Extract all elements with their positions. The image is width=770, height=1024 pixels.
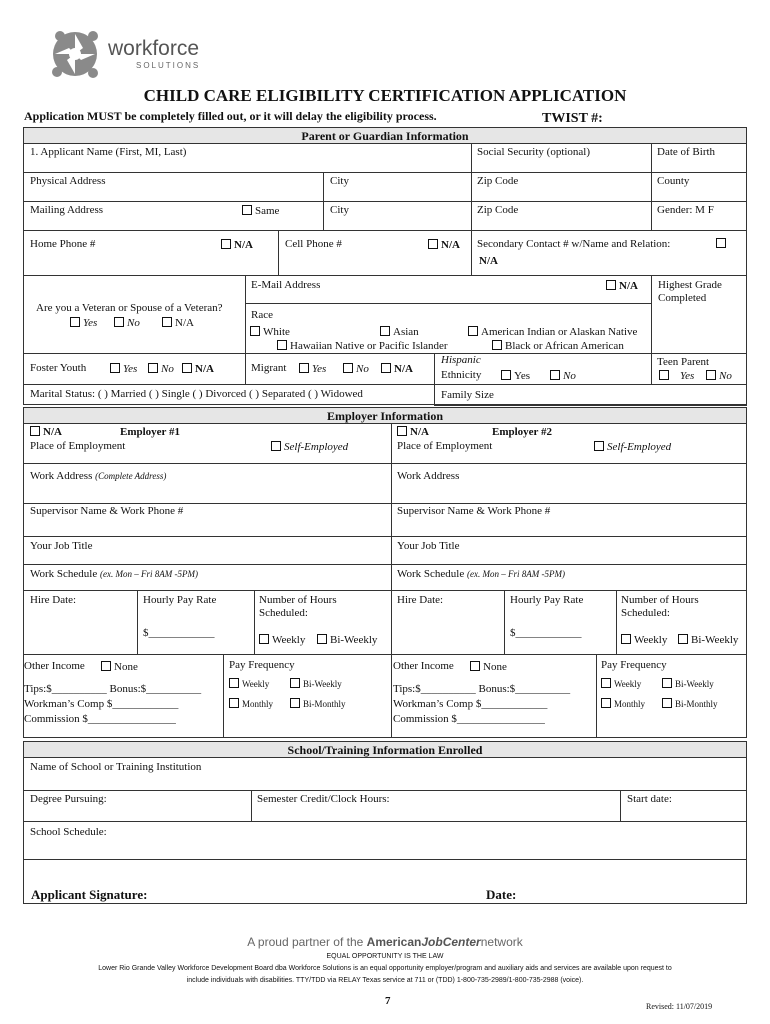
veteran-question: Are you a Veteran or Spouse of a Veteran? (36, 302, 223, 314)
yes-label: Yes (312, 363, 327, 375)
employer2-work-address-label[interactable]: Work Address (397, 470, 460, 482)
veteran-no-checkbox[interactable] (114, 317, 140, 329)
email-na-checkbox[interactable] (606, 280, 638, 292)
secondary-contact-label[interactable]: Secondary Contact # w/Name and Relation: (477, 238, 671, 250)
logo-sub: SOLUTIONS (136, 61, 201, 70)
employer2-freq-weekly-checkbox[interactable] (601, 678, 641, 689)
biweekly-label: Bi-Weekly (675, 679, 714, 689)
na-label: N/A (441, 239, 460, 251)
none-label: None (483, 661, 507, 673)
na-label: N/A (410, 426, 429, 438)
employer2-hourly-rate-field[interactable]: $____________ (510, 627, 582, 639)
veteran-yes-checkbox[interactable] (70, 317, 97, 329)
school-header-title: School/Training Information Enrolled (287, 743, 483, 757)
teen-no-checkbox[interactable] (706, 370, 732, 382)
same-label: Same (255, 205, 280, 217)
self-employed-label: Self-Employed (284, 441, 349, 453)
mailing-city-label[interactable]: City (330, 204, 349, 216)
employer1-freq-biweekly-checkbox[interactable] (290, 678, 342, 689)
foster-youth-label: Foster Youth (30, 362, 87, 374)
home-phone-na-checkbox[interactable] (221, 239, 253, 251)
schedule-example: (ex. Mon – Fri 8AM -5PM) (100, 569, 198, 579)
employer2-job-title-label[interactable]: Your Job Title (397, 540, 460, 552)
migrant-label: Migrant (251, 362, 287, 374)
weekly-label: Weekly (242, 679, 270, 689)
employer2-hourly-rate-label: Hourly Pay Rate (510, 594, 584, 606)
employer1-biweekly-checkbox[interactable] (317, 634, 377, 646)
migrant-na-checkbox[interactable] (381, 363, 413, 375)
ethnicity-yes-checkbox[interactable] (501, 370, 530, 382)
employer2-supervisor-label[interactable]: Supervisor Name & Work Phone # (397, 505, 551, 517)
physical-zip-label[interactable]: Zip Code (477, 175, 519, 187)
physical-city-label[interactable]: City (330, 175, 349, 187)
page-number: 7 (385, 995, 391, 1007)
no-label: No (161, 363, 174, 375)
completed-label: Completed (658, 292, 707, 304)
race-black-checkbox[interactable] (492, 340, 624, 352)
american-indian-label: American Indian or Alaskan Native (481, 326, 638, 338)
employer-header-title: Employer Information (326, 409, 444, 423)
yes-label: Yes (680, 370, 695, 382)
bimonthly-label: Bi-Monthly (303, 699, 346, 709)
school-name-label[interactable]: Name of School or Training Institution (30, 761, 202, 773)
start-date-label[interactable]: Start date: (627, 793, 672, 805)
employer1-hire-date-label[interactable]: Hire Date: (30, 594, 77, 606)
work-address-text: Work Address (30, 470, 93, 482)
employer2-title: Employer #2 (492, 426, 552, 438)
biweekly-label: Bi-Weekly (303, 679, 342, 689)
foster-yes-checkbox[interactable] (110, 363, 137, 375)
employer2-tips-field[interactable]: Tips:$__________ Bonus:$__________ (393, 683, 571, 695)
race-white-checkbox[interactable] (250, 326, 290, 338)
foster-na-checkbox[interactable] (182, 363, 214, 375)
veteran-na-checkbox[interactable] (162, 317, 194, 329)
yes-label: Yes (83, 317, 98, 329)
black-label: Black or African American (505, 340, 624, 352)
employer1-hours-label-1: Number of Hours (259, 594, 337, 606)
employer2-hours-label-2: Scheduled: (621, 607, 670, 619)
family-size-label[interactable]: Family Size (441, 389, 494, 401)
employer1-hours-label-2: Scheduled: (259, 607, 308, 619)
workforce-logo-icon (46, 26, 104, 82)
employer1-supervisor-label[interactable]: Supervisor Name & Work Phone # (30, 505, 184, 517)
no-label: No (719, 370, 732, 382)
partner-pre: A proud partner of the (247, 935, 367, 949)
employer1-commission-field[interactable]: Commission $________________ (24, 713, 176, 725)
employer2-hire-date-label[interactable]: Hire Date: (397, 594, 444, 606)
employer1-freq-bimonthly-checkbox[interactable] (290, 698, 346, 709)
cell-phone-label[interactable]: Cell Phone # (285, 238, 342, 250)
employer1-workmans-comp-field[interactable]: Workman’s Comp $____________ (24, 698, 179, 710)
self-employed-label: Self-Employed (607, 441, 672, 453)
no-label: No (127, 317, 140, 329)
ssn-label[interactable]: Social Security (optional) (477, 146, 591, 158)
race-hawaiian-checkbox[interactable] (277, 340, 448, 352)
ethnicity-no-checkbox[interactable] (550, 370, 576, 382)
employer1-title: Employer #1 (120, 426, 180, 438)
schedule-example: (ex. Mon – Fri 8AM -5PM) (467, 569, 565, 579)
employer1-weekly-checkbox[interactable] (259, 634, 305, 646)
white-label: White (263, 326, 290, 338)
mailing-zip-label[interactable]: Zip Code (477, 204, 519, 216)
hispanic-label: Hispanic (441, 354, 481, 366)
logo-word: workforce (108, 37, 200, 60)
employer1-hourly-rate-label: Hourly Pay Rate (143, 594, 217, 606)
employer2-none-checkbox[interactable] (470, 661, 507, 673)
footer-line-2: include individuals with disabilities. TTY/TDD via RELAY Texas service at 711 or (TDD) 1-800-735-2989/1-800-735-2988 (voice). (186, 977, 584, 984)
weekly-label: Weekly (614, 679, 642, 689)
secondary-contact-na: N/A (479, 255, 498, 267)
employer2-workmans-comp-field[interactable]: Workman’s Comp $____________ (393, 698, 548, 710)
schedule-text: Work Schedule (397, 568, 465, 580)
employer1-self-employed-checkbox[interactable] (271, 441, 348, 453)
teen-parent-label: Teen Parent (657, 356, 710, 368)
employer1-none-checkbox[interactable] (101, 661, 138, 673)
marital-status[interactable]: Marital Status: ( ) Married ( ) Single ( ) Divorced ( ) Separated ( ) Widowed (30, 388, 363, 400)
county-label[interactable]: County (657, 175, 690, 187)
partner-brand-1: American (366, 935, 422, 949)
employer2-self-employed-checkbox[interactable] (594, 441, 671, 453)
monthly-label: Monthly (242, 699, 274, 709)
weekly-label: Weekly (634, 634, 668, 646)
parent-header-title: Parent or Guardian Information (301, 129, 469, 143)
foster-no-checkbox[interactable] (148, 363, 174, 375)
employer2-place-label[interactable]: Place of Employment (397, 440, 493, 452)
biweekly-label: Bi-Weekly (330, 634, 378, 646)
employer1-other-income-label: Other Income (24, 660, 85, 672)
employer2-other-income-label: Other Income (393, 660, 454, 672)
secondary-contact-checkbox[interactable] (716, 238, 729, 250)
hawaiian-label: Hawaiian Native or Pacific Islander (290, 340, 448, 352)
school-schedule-label[interactable]: School Schedule: (30, 826, 107, 838)
semester-hours-label[interactable]: Semester Credit/Clock Hours: (257, 793, 390, 805)
none-label: None (114, 661, 138, 673)
partner-post: network (480, 935, 523, 949)
na-label: N/A (394, 363, 413, 375)
employer1-work-address-label[interactable] (30, 471, 166, 482)
race-asian-checkbox[interactable] (380, 326, 419, 338)
cell-phone-na-checkbox[interactable] (428, 239, 460, 251)
schedule-text: Work Schedule (30, 568, 98, 580)
asian-label: Asian (393, 326, 419, 338)
degree-label[interactable]: Degree Pursuing: (30, 793, 107, 805)
employer2-biweekly-checkbox[interactable] (678, 634, 738, 646)
employer1-tips-field[interactable]: Tips:$__________ Bonus:$__________ (24, 683, 202, 695)
employer1-schedule-label[interactable] (30, 569, 198, 580)
no-label: No (356, 363, 369, 375)
bimonthly-label: Bi-Monthly (675, 699, 718, 709)
complete-address-hint: (Complete Address) (95, 471, 167, 481)
employer2-freq-biweekly-checkbox[interactable] (662, 678, 714, 689)
twist-label: TWIST #: (542, 111, 603, 126)
employer1-freq-weekly-checkbox[interactable] (229, 678, 269, 689)
employer1-job-title-label[interactable]: Your Job Title (30, 540, 93, 552)
signature-date-label[interactable]: Date: (486, 887, 517, 902)
employer2-schedule-label[interactable] (397, 569, 565, 580)
revised-date: Revised: 11/07/2019 (646, 1002, 713, 1011)
employer2-commission-field[interactable]: Commission $________________ (393, 713, 545, 725)
applicant-name-label[interactable]: 1. Applicant Name (First, MI, Last) (30, 146, 187, 158)
yes-label: Yes (123, 363, 138, 375)
yes-label: Yes (514, 370, 531, 382)
employer1-place-label[interactable]: Place of Employment (30, 440, 126, 452)
partner-brand-2: JobCenter (421, 935, 481, 949)
employer2-hours-label-1: Number of Hours (621, 594, 699, 606)
partner-line (0, 936, 770, 948)
gender-label[interactable]: Gender: M F (657, 204, 714, 216)
physical-address-label[interactable]: Physical Address (30, 175, 106, 187)
school-section-box (23, 757, 747, 904)
footer-line-1: Lower Rio Grande Valley Workforce Development Board dba Workforce Solutions is an equal opportunity employer/program and auxiliary aids and services are available upon request to (98, 965, 672, 972)
migrant-no-checkbox[interactable] (343, 363, 369, 375)
biweekly-label: Bi-Weekly (691, 634, 739, 646)
instruction-text: Application MUST be completely filled out, or it will delay the eligibility process. (24, 109, 437, 123)
weekly-label: Weekly (272, 634, 306, 646)
na-label: N/A (43, 426, 62, 438)
employer2-weekly-checkbox[interactable] (621, 634, 667, 646)
employer2-pay-frequency-label: Pay Frequency (601, 659, 667, 671)
monthly-label: Monthly (614, 699, 646, 709)
email-label[interactable]: E-Mail Address (251, 279, 321, 291)
dob-label[interactable]: Date of Birth (657, 146, 716, 158)
same-checkbox[interactable] (242, 205, 279, 217)
employer2-na-checkbox[interactable] (397, 426, 429, 438)
mailing-address-label[interactable]: Mailing Address (30, 204, 104, 216)
teen-yes-checkbox[interactable] (659, 370, 694, 382)
employer2-freq-monthly-checkbox[interactable] (601, 698, 645, 709)
na-label: N/A (619, 280, 638, 292)
employer1-na-checkbox[interactable] (30, 426, 62, 438)
na-label: N/A (195, 363, 214, 375)
employer1-hourly-rate-field[interactable]: $____________ (143, 627, 215, 639)
home-phone-label[interactable]: Home Phone # (30, 238, 96, 250)
employer2-freq-bimonthly-checkbox[interactable] (662, 698, 718, 709)
race-label: Race (251, 309, 273, 321)
migrant-yes-checkbox[interactable] (299, 363, 326, 375)
equal-opportunity: EQUAL OPPORTUNITY IS THE LAW (326, 953, 444, 960)
ethnicity-label: Ethnicity (441, 369, 482, 381)
form-title: CHILD CARE ELIGIBILITY CERTIFICATION APPLICATION (143, 86, 627, 105)
no-label: No (563, 370, 576, 382)
logo (46, 26, 211, 82)
applicant-signature-label[interactable]: Applicant Signature: (31, 887, 148, 902)
na-label: N/A (234, 239, 253, 251)
highest-grade-label[interactable]: Highest Grade (658, 279, 722, 291)
employer1-freq-monthly-checkbox[interactable] (229, 698, 273, 709)
race-american-indian-checkbox[interactable] (468, 326, 637, 338)
na-label: N/A (175, 317, 194, 329)
employer1-pay-frequency-label: Pay Frequency (229, 659, 295, 671)
